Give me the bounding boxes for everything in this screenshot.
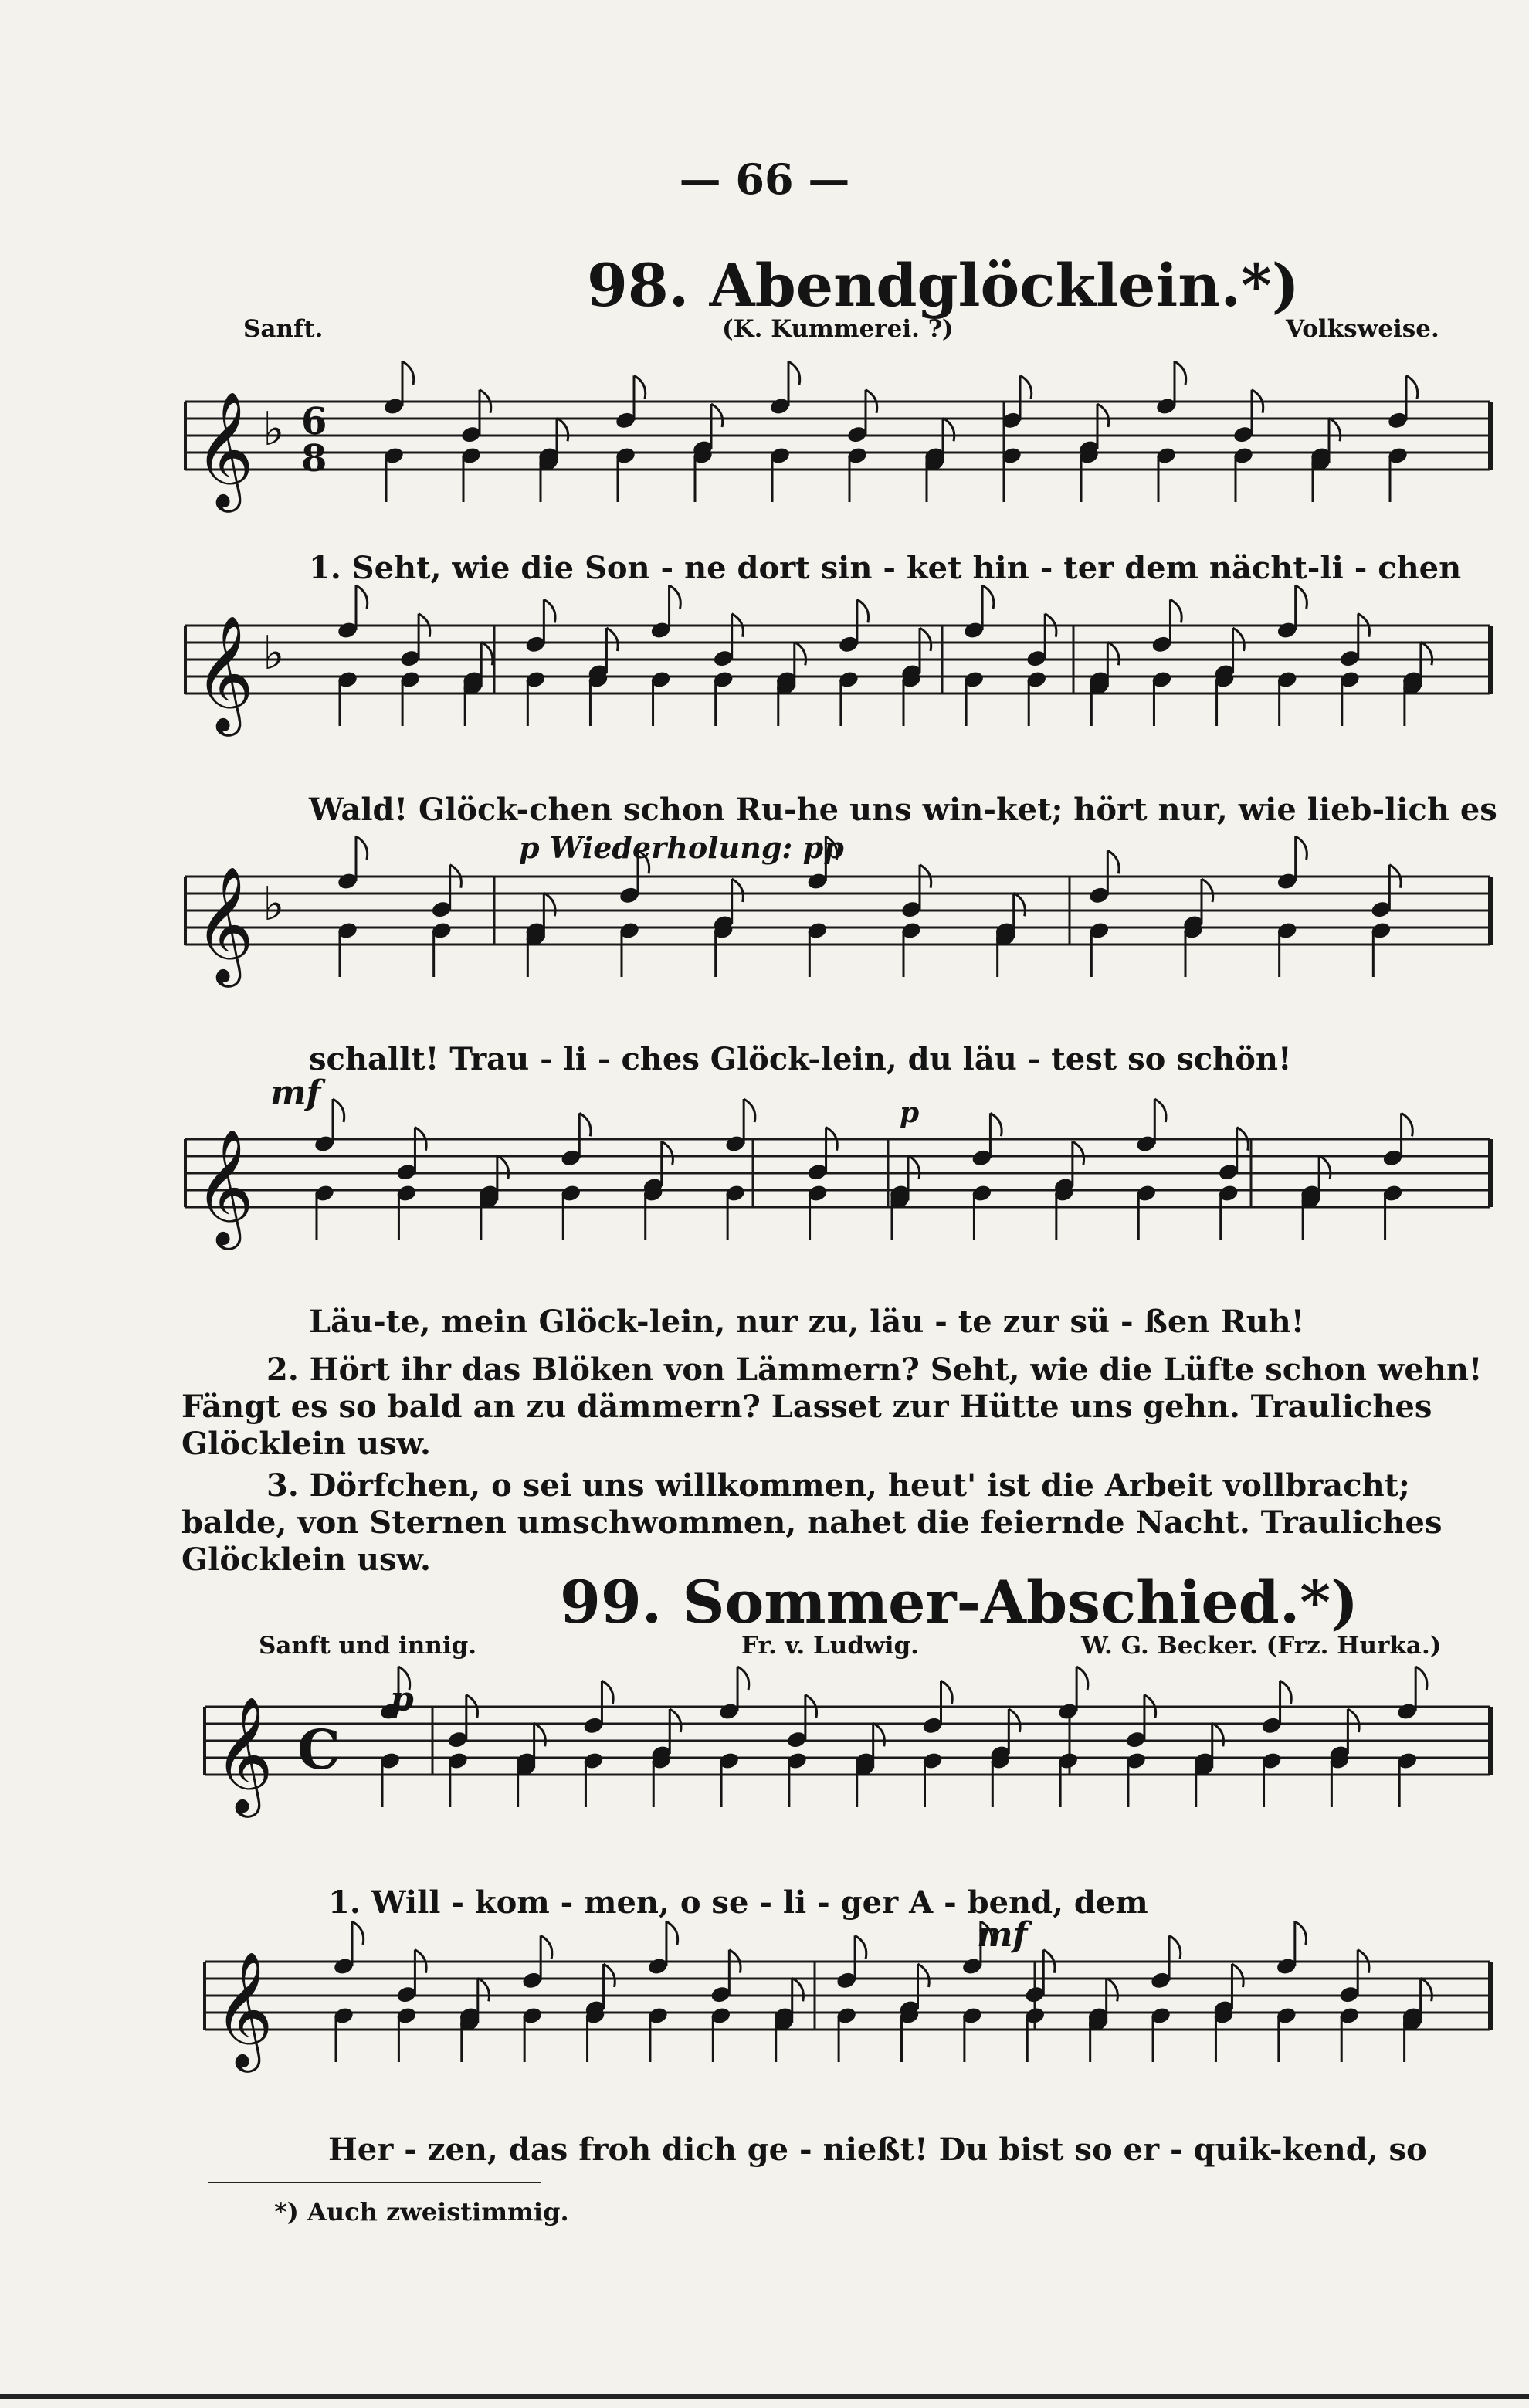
treble-clef: 𝄞 (195, 390, 254, 507)
note-flag (606, 628, 618, 651)
note-flag (732, 879, 744, 902)
note-flag (602, 1681, 613, 1704)
note-flag (990, 1113, 1002, 1136)
note-flag (1415, 1667, 1427, 1690)
song-98-lyricist: (K. Kummerei. ?) (722, 315, 954, 343)
note-flag (1212, 1723, 1224, 1746)
song-98-composer: Volksweise. (1286, 315, 1439, 343)
note-flag (1107, 1978, 1118, 2001)
note-flag (541, 1935, 552, 1959)
song-98-lyric-line-2: Wald! Glöck-chen schon Ru-he uns win-ket; hört nur, wie lieb-lich es (309, 792, 1497, 828)
note-flag (402, 361, 414, 385)
note-flag (557, 418, 568, 441)
note-flag (666, 1921, 678, 1945)
note-flag (1202, 879, 1213, 902)
note-flag (544, 599, 555, 622)
note-flag (1296, 585, 1307, 609)
note-flag (497, 1155, 509, 1179)
note-flag (670, 585, 681, 609)
footnote-rule (208, 2182, 541, 2183)
note-flag (1020, 375, 1032, 399)
note-flag (737, 1667, 749, 1690)
note-flag (1319, 1155, 1331, 1179)
note-flag (1280, 1681, 1292, 1704)
note-flag (1076, 1667, 1088, 1690)
treble-clef: 𝄞 (214, 1950, 273, 2067)
note-flag (1169, 1935, 1181, 1959)
note-flag (1402, 1113, 1413, 1136)
treble-clef: 𝄞 (214, 1695, 273, 1813)
note-flag (352, 1921, 364, 1945)
song-98-lyric-line-1: 1. Seht, wie die Son - ne dort sin - ket hin - ter dem nächt-li - chen (309, 550, 1462, 586)
song-99-lyricist: Fr. v. Ludwig. (741, 1632, 919, 1660)
note-flag (604, 1964, 615, 1987)
song-99-composer: W. G. Becker. (Frz. Hurka.) (1081, 1632, 1442, 1660)
note-flag (1295, 1921, 1307, 1945)
time-signature-top: 6 (301, 400, 327, 443)
note-flag (1073, 1141, 1084, 1165)
song-99-lyric-line-2: Her - zen, das froh dich ge - nießt! Du bist so er - quik-kend, so (328, 2132, 1427, 2168)
note-flag (1421, 642, 1432, 665)
song-98-repeat-note: p Wiederholung: pp (519, 830, 844, 865)
song-98-tempo: Sanft. (243, 315, 324, 343)
note-flag (855, 1935, 866, 1959)
song-98-dynamic-p: p (900, 1097, 920, 1129)
song-99-dynamic-p: p (390, 1680, 414, 1719)
note-flag (670, 1709, 681, 1732)
note-flag (918, 1964, 930, 1987)
note-flag (544, 893, 555, 916)
time-signature-common: C (297, 1718, 341, 1782)
note-flag (481, 642, 493, 665)
treble-clef: 𝄞 (195, 865, 254, 982)
song-99-lyric-line-1: 1. Will - kom - men, o se - li - ger A - bend, dem (328, 1884, 1148, 1921)
note-flag (356, 585, 368, 609)
song-99-title: 99. Sommer-Abschied.*) (560, 1568, 1358, 1636)
note-flag (1014, 893, 1026, 916)
note-flag (1232, 1964, 1243, 1987)
note-flag (788, 361, 800, 385)
page-edge-rule (0, 2394, 1529, 2399)
note-flag (1233, 628, 1245, 651)
song-99-dynamic-mf: mf (977, 1915, 1028, 1955)
note-flag (1406, 375, 1418, 399)
note-flag (908, 1155, 920, 1179)
note-flag (1348, 1709, 1359, 1732)
key-signature-flat: ♭ (263, 402, 285, 456)
note-flag (1009, 1709, 1020, 1732)
note-flag (634, 375, 646, 399)
note-flag (1097, 404, 1109, 427)
note-flag (792, 1978, 804, 2001)
page-number: — 66 — (679, 154, 850, 204)
note-flag (534, 1723, 546, 1746)
note-flag (1329, 418, 1341, 441)
footnote: *) Auch zweistimmig. (274, 2197, 569, 2227)
note-flag (1107, 642, 1119, 665)
note-flag (943, 418, 954, 441)
note-flag (711, 404, 723, 427)
note-flag (579, 1113, 591, 1136)
song-98-lyric-line-3: schallt! Trau - li - ches Glöck-lein, du läu - test so schön! (309, 1041, 1292, 1077)
song-98-verse-2: 2. Hört ihr das Blöken von Lämmern? Seht, wie die Lüfte schon wehn! Fängt es so bald an zu dämmern? Lasset zur Hütte uns gehn. Trauliches Glöcklein usw. (181, 1352, 1483, 1462)
note-flag (1296, 836, 1307, 860)
note-flag (478, 1978, 490, 2001)
note-flag (1170, 599, 1182, 622)
note-flag (857, 599, 869, 622)
note-flag (1421, 1978, 1432, 2001)
note-flag (941, 1681, 953, 1704)
time-signature-bottom: 8 (301, 437, 327, 480)
note-flag (1154, 1099, 1166, 1122)
song-98-lyric-line-4: Läu-te, mein Glöck-lein, nur zu, läu - te zur sü - ßen Ruh! (309, 1304, 1305, 1340)
key-signature-flat: ♭ (263, 877, 285, 931)
note-flag (1107, 850, 1119, 873)
note-flag (333, 1099, 344, 1122)
key-signature-flat: ♭ (263, 626, 285, 680)
song-99-tempo: Sanft und innig. (259, 1632, 477, 1660)
note-flag (795, 642, 806, 665)
note-flag (873, 1723, 885, 1746)
song-98-dynamic-mf: mf (270, 1073, 321, 1113)
song-98-title: 98. Abendglöcklein.*) (587, 251, 1300, 320)
note-flag (920, 628, 931, 651)
note-flag (744, 1099, 755, 1122)
treble-clef: 𝄞 (195, 614, 254, 731)
note-flag (1175, 361, 1186, 385)
treble-clef: 𝄞 (195, 1128, 254, 1245)
note-flag (356, 836, 368, 860)
song-98-verse-3: 3. Dörfchen, o sei uns willkommen, heut' ist die Arbeit vollbracht; balde, von Sternen umschwommen, nahet die feiernde Nacht. Trauliches Glöcklein usw. (181, 1467, 1443, 1578)
note-flag (982, 585, 994, 609)
note-flag (662, 1141, 673, 1165)
